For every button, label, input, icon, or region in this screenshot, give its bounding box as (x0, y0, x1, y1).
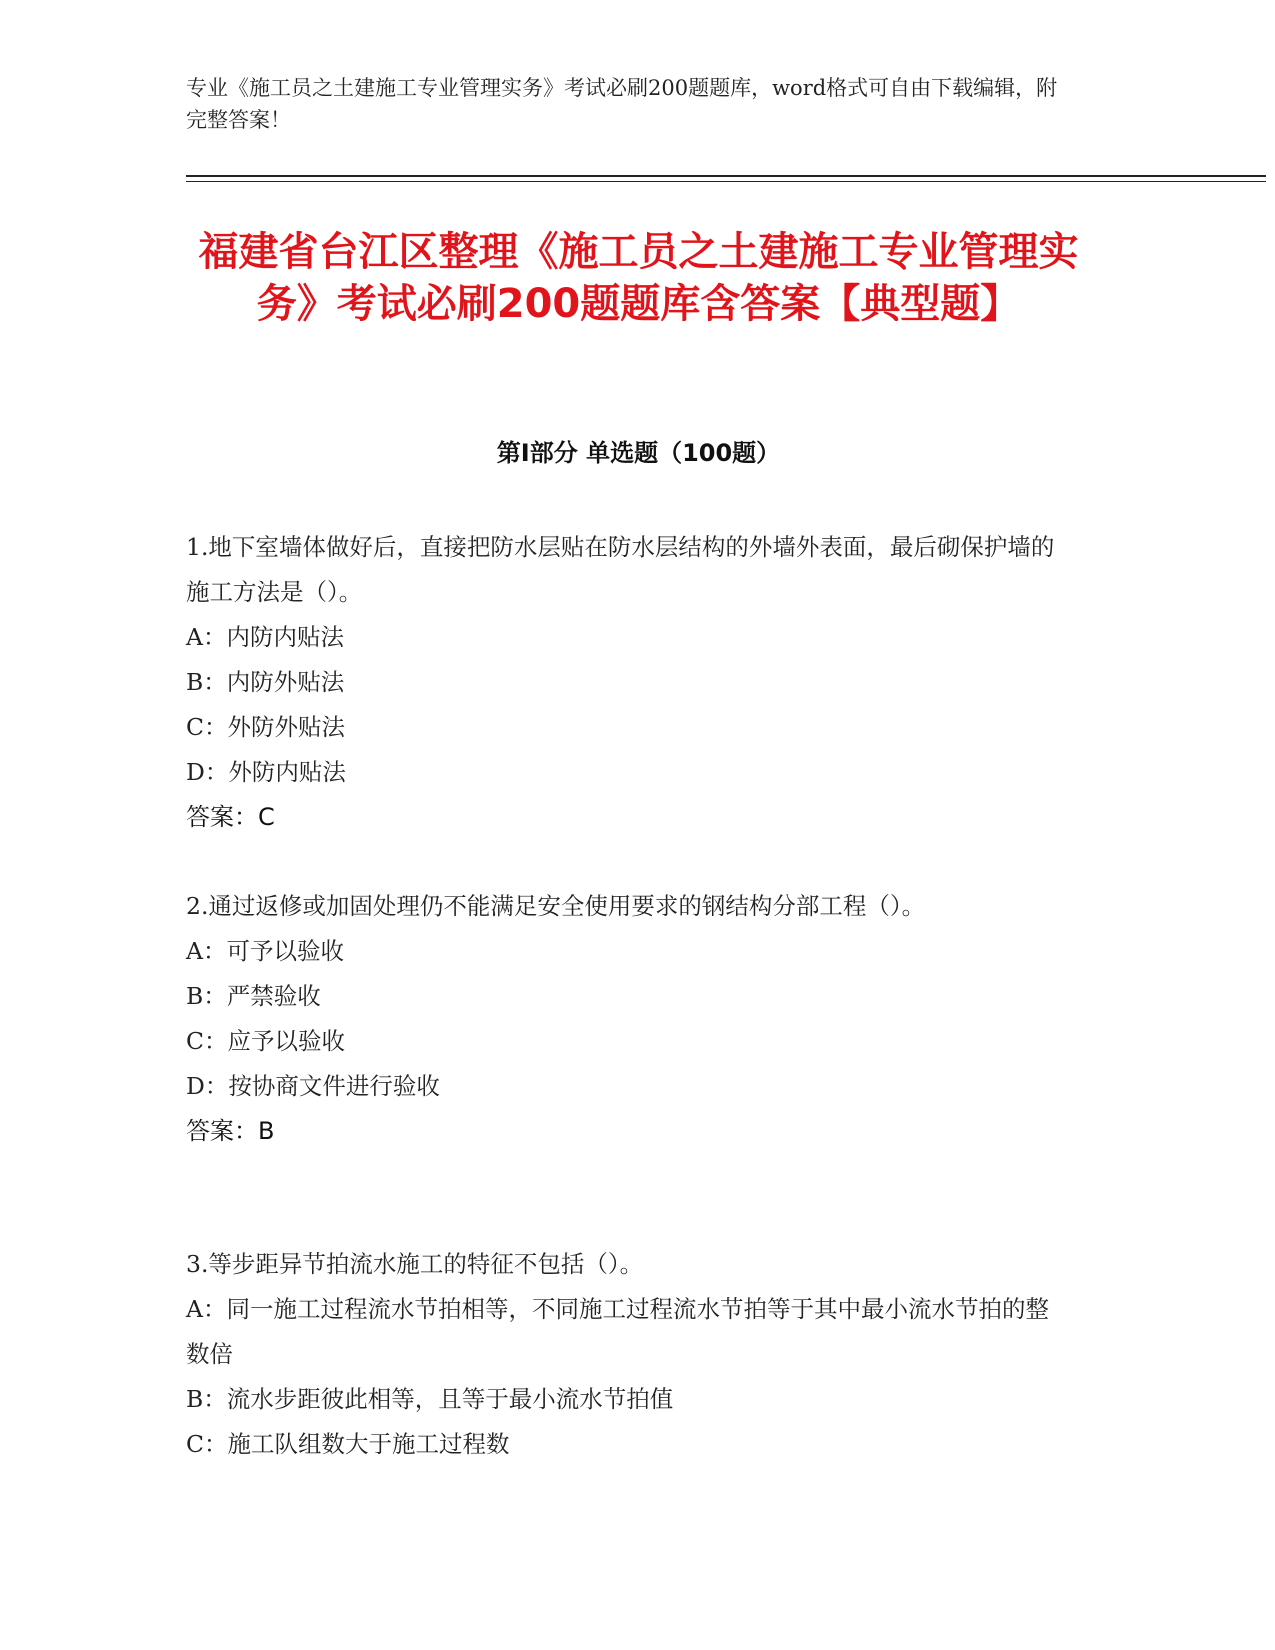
document-title: 福建省台江区整理《施工员之土建施工专业管理实务》考试必刷200题题库含答案【典型题】 (198, 229, 1079, 327)
question-stem: 3.等步距异节拍流水施工的特征不包括（）。 (186, 1250, 644, 1278)
section-title: 第Ⅰ部分 单选题（100题） (496, 439, 781, 467)
question-option: C：施工队组数大于施工过程数 (186, 1430, 510, 1458)
question-option: B：流水步距彼此相等，且等于最小流水节拍值 (186, 1385, 674, 1413)
question-answer: 答案：B (186, 1117, 275, 1145)
question-option: B：内防外贴法 (186, 668, 345, 696)
question-option: B：严禁验收 (186, 982, 321, 1010)
header-note: 专业《施工员之土建施工专业管理实务》考试必刷200题题库，word格式可自由下载编辑，附完整答案！ (186, 76, 1058, 132)
header-divider-thick (186, 175, 1266, 177)
question-stem: 1.地下室墙体做好后，直接把防水层贴在防水层结构的外墙外表面，最后砌保护墙的施工方法是（）。 (186, 533, 1055, 606)
question-answer: 答案：C (186, 803, 275, 831)
header-divider-thin (186, 181, 1266, 182)
question-option: C：应予以验收 (186, 1027, 345, 1055)
question-option: A：内防内贴法 (186, 623, 344, 651)
question-item (186, 884, 1066, 1154)
question-option: C：外防外贴法 (186, 713, 345, 741)
question-option: D：外防内贴法 (186, 758, 346, 786)
question-stem: 2.通过返修或加固处理仍不能满足安全使用要求的钢结构分部工程（）。 (186, 892, 926, 920)
question-item (186, 1242, 1066, 1467)
question-option: A：同一施工过程流水节拍相等，不同施工过程流水节拍等于其中最小流水节拍的整数倍 (186, 1295, 1049, 1368)
question-option: A：可予以验收 (186, 937, 344, 965)
question-option: D：按协商文件进行验收 (186, 1072, 440, 1100)
question-item (186, 525, 1066, 840)
